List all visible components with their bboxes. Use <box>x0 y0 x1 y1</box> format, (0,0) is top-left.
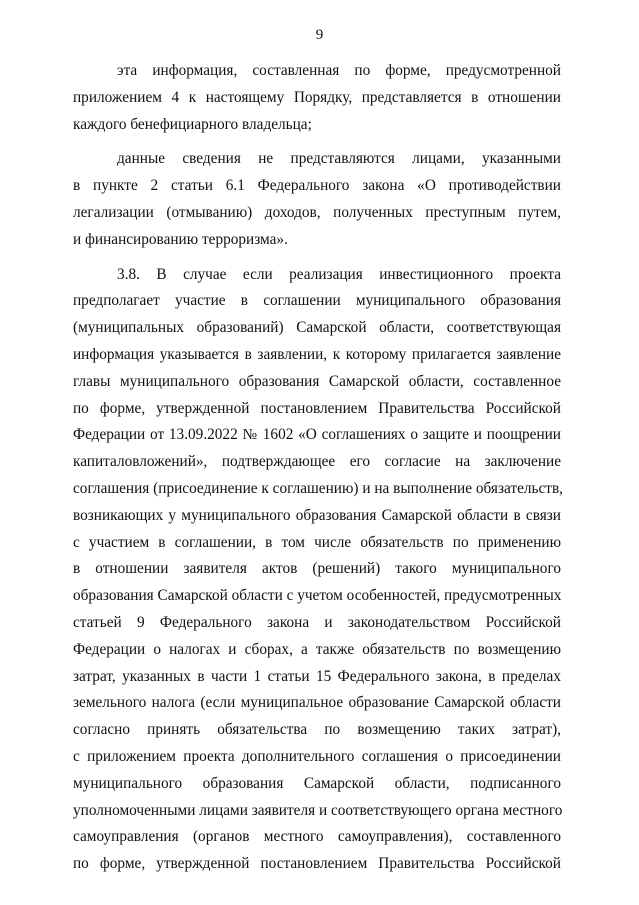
text-line: эта информация, составленная по форме, предусмотренной <box>117 62 561 79</box>
text-line: данные сведения не представляются лицами, указанными <box>117 150 561 168</box>
text-line: главы муниципального образования Самарской области, составленное <box>73 372 561 390</box>
text-line: образования Самарской области с учетом особенностей, предусмотренных <box>73 587 562 605</box>
text-line: Федерации о налогах и сборах, а также обязательств по возмещению <box>73 640 561 658</box>
text-line: (муниципальных образований) Самарской области, соответствующая <box>73 319 561 337</box>
text-line: легализации (отмыванию) доходов, полученных преступным путем, <box>73 203 561 221</box>
text-line: с приложением проекта дополнительного соглашения о присоединении <box>73 747 561 765</box>
page-number: 9 <box>315 27 324 43</box>
text-line: согласно принять обязательства по возмещению таких затрат), <box>73 721 561 739</box>
text-line: и финансированию терроризма». <box>73 230 288 248</box>
text-line: информация указывается в заявлении, к которому прилагается заявление <box>73 345 561 363</box>
text-line: предполагает участие в соглашении муниципального образования <box>73 292 561 310</box>
text-line: в пункте 2 статьи 6.1 Федерального закона «О противодействии <box>73 177 561 195</box>
text-line: по форме, утвержденной постановлением Правительства Российской <box>73 855 561 873</box>
text-line: 3.8. В случае если реализация инвестиционного проекта <box>117 265 561 283</box>
text-line: каждого бенефициарного владельца; <box>73 115 312 133</box>
text-line: Федерации от 13.09.2022 № 1602 «О соглашениях о защите и поощрении <box>73 426 561 444</box>
text-line: в отношении заявителя актов (решений) такого муниципального <box>73 560 561 578</box>
text-line: с участием в соглашении, в том числе обязательств по применению <box>73 533 561 551</box>
text-line: соглашения (присоединение к соглашению) и на выполнение обязательств, <box>73 479 563 497</box>
text-line: по форме, утвержденной постановлением Правительства Российской <box>73 399 561 417</box>
text-line: возникающих у муниципального образования Самарской области в связи <box>73 506 561 524</box>
text-line: статьей 9 Федерального закона и законодательством Российской <box>73 613 561 631</box>
text-line: уполномоченными лицами заявителя и соответствующего органа местного <box>73 801 563 819</box>
text-line: самоуправления (органов местного самоуправления), составленного <box>73 828 561 846</box>
document-body <box>73 58 561 878</box>
text-line: затрат, указанных в части 1 статьи 15 Федерального закона, в пределах <box>73 667 561 685</box>
text-line: земельного налога (если муниципальное образование Самарской области <box>73 694 561 712</box>
text-line: капиталовложений», подтверждающее его согласие на заключение <box>73 453 561 471</box>
text-line: приложением 4 к настоящему Порядку, представляется в отношении <box>73 88 561 106</box>
text-line: муниципального образования Самарской области, подписанного <box>73 774 561 792</box>
